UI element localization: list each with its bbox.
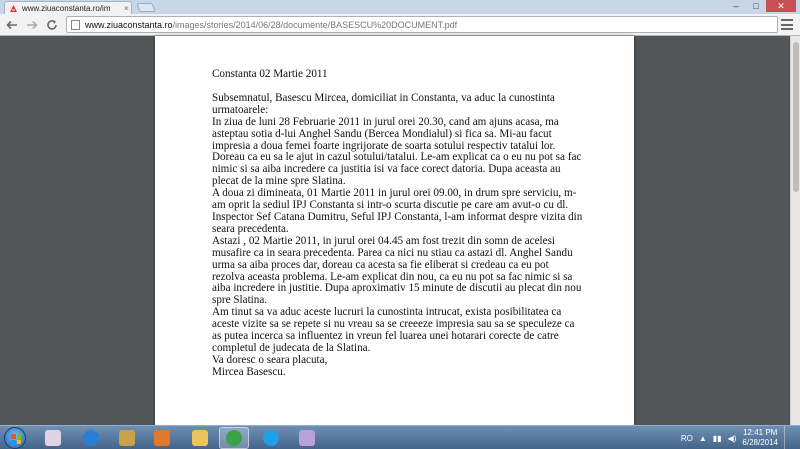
document-line: Am tinut sa va aduc aceste lucruri la cunostinta intrucat, exista posibilitatea ca	[212, 306, 562, 319]
media-center-icon	[45, 430, 61, 446]
document-line: impresia a doua femei foarte ingrijorate de soarta sotului respectiv tatalui lor.	[212, 139, 556, 152]
folder-icon	[192, 430, 208, 446]
taskbar-app[interactable]	[38, 427, 68, 449]
document-line: asteptau sotia d-lui Anghel Sandu (Bercea Mondialul) si fica sa. Mi-au facut	[212, 127, 552, 140]
document-line: Va doresc o seara placuta,	[212, 353, 328, 366]
language-indicator[interactable]: RO	[680, 433, 693, 443]
taskbar-app[interactable]	[76, 427, 106, 449]
browser-tab[interactable]	[4, 1, 132, 14]
document-line: plecat de la mine spre Slatina.	[212, 175, 346, 188]
show-desktop-button[interactable]	[784, 426, 794, 449]
document-line: aiba incredere in justitie. Dupa aproximativ 15 minute de discutii au plecat din nou	[212, 282, 582, 295]
internet-explorer-icon	[83, 430, 99, 446]
taskbar-app[interactable]	[147, 427, 177, 449]
taskbar-app[interactable]	[219, 427, 249, 449]
clock-date: 6/28/2014	[742, 438, 778, 447]
document-line: A doua zi dimineata, 01 Martie 2011 in jurul orei 09.00, in drum spre serviciu, m-	[212, 187, 577, 200]
document-line: as putea incerca sa influentez in vreun fel luarea unei hotarari corecte de catre	[212, 330, 559, 343]
document-line: Doreau ca eu sa le ajut in cazul sotului/tatalui. Le-am explicat ca o eu nu pot sa fac	[212, 151, 582, 164]
document-line: aceste vizite sa se repete si nu vreau sa se creeeze impresia sau sa se speculeze ca	[212, 318, 575, 331]
document-line: completul de judecata de la Slatina.	[212, 341, 371, 354]
document-line: Subsemnatul, Basescu Mircea, domiciliat in Constanta, va aduc la cunostinta	[212, 91, 555, 104]
document-line: nimic si sa aiba incredere ca justitia isi va face corect datoria. Dupa aceasta au	[212, 163, 561, 176]
document-line: Astazi , 02 Martie 2011, in jurul orei 04.45 am fost trezit din somn de acelesi	[212, 234, 556, 247]
taskbar-app[interactable]	[185, 427, 215, 449]
tab-strip	[0, 0, 800, 14]
maximize-button[interactable]: □	[753, 1, 759, 11]
document-line: urmatoarele:	[212, 103, 269, 116]
chrome-icon	[226, 430, 242, 446]
scrollbar[interactable]	[790, 36, 800, 425]
file-manager-icon	[119, 430, 135, 446]
document-body	[212, 93, 602, 379]
volume-icon[interactable]: ◀)	[727, 433, 737, 443]
window-controls	[726, 0, 796, 12]
pdf-icon	[9, 4, 18, 13]
document-line: musafire ca in seara precedenta. Parea ca nici nu stiau ca astazi dl. Anghel Sandu	[212, 246, 573, 259]
menu-icon[interactable]	[780, 18, 794, 31]
taskbar	[0, 425, 800, 449]
taskbar-app[interactable]	[112, 427, 142, 449]
document-line: rezolva aceasta problema. Le-am explicat din nou, ca eu nu pot sa fac nimic si sa	[212, 270, 573, 283]
document-line: Mircea Basescu.	[212, 365, 286, 378]
pdf-page	[155, 36, 634, 425]
media-player-icon	[154, 430, 170, 446]
url-path: /images/stories/2014/06/28/documente/BASESCU%20DOCUMENT.pdf	[172, 19, 458, 30]
clock[interactable]	[742, 428, 778, 448]
system-tray	[681, 426, 794, 449]
taskbar-app[interactable]	[292, 427, 322, 449]
address-bar[interactable]	[66, 16, 778, 33]
tab-title: www.ziuaconstanta.ro/im	[22, 3, 111, 13]
new-tab-button[interactable]	[136, 3, 155, 12]
taskbar-app[interactable]	[256, 427, 286, 449]
reload-icon[interactable]	[44, 17, 60, 33]
back-arrow-icon[interactable]	[4, 17, 20, 33]
tab-close-icon[interactable]: ×	[124, 3, 129, 13]
document-line: urma sa aiba proces dar, doreau ca acesta sa fie eliberat si credeau ca eu pot	[212, 258, 549, 271]
page-icon	[71, 20, 80, 30]
document-line: Inspector Sef Catana Dumitru, Seful IPJ Constanta, l-am informat despre vizita din	[212, 210, 583, 223]
clock-time: 12:41 PM	[743, 428, 778, 437]
document-text	[212, 69, 602, 379]
forward-arrow-icon[interactable]	[24, 17, 40, 33]
document-line: spre Slatina.	[212, 294, 268, 307]
document-line: am oprit la sediul IPJ Constanta si intr-o scurta discutie pe care am avut-o cu dl.	[212, 199, 569, 212]
skype-icon	[263, 430, 279, 446]
pdf-viewer	[0, 36, 800, 425]
start-button[interactable]	[4, 427, 26, 449]
tray-arrow-icon[interactable]: ▲	[698, 433, 707, 443]
url-host: www.ziuaconstanta.ro	[85, 19, 173, 30]
windows-logo-icon	[11, 434, 21, 444]
network-icon[interactable]: ▮▮	[712, 433, 722, 443]
document-line: In ziua de luni 28 Februarie 2011 in jurul orei 20.30, cand am ajuns acasa, ma	[212, 115, 559, 128]
browser-toolbar	[0, 14, 800, 36]
minimize-button[interactable]: –	[733, 1, 739, 11]
messenger-icon	[299, 430, 315, 446]
scrollbar-thumb[interactable]	[793, 42, 799, 192]
document-line: seara precedenta.	[212, 222, 289, 235]
document-date: Constanta 02 Martie 2011	[212, 68, 328, 80]
close-window-button[interactable]: ✕	[766, 0, 796, 12]
